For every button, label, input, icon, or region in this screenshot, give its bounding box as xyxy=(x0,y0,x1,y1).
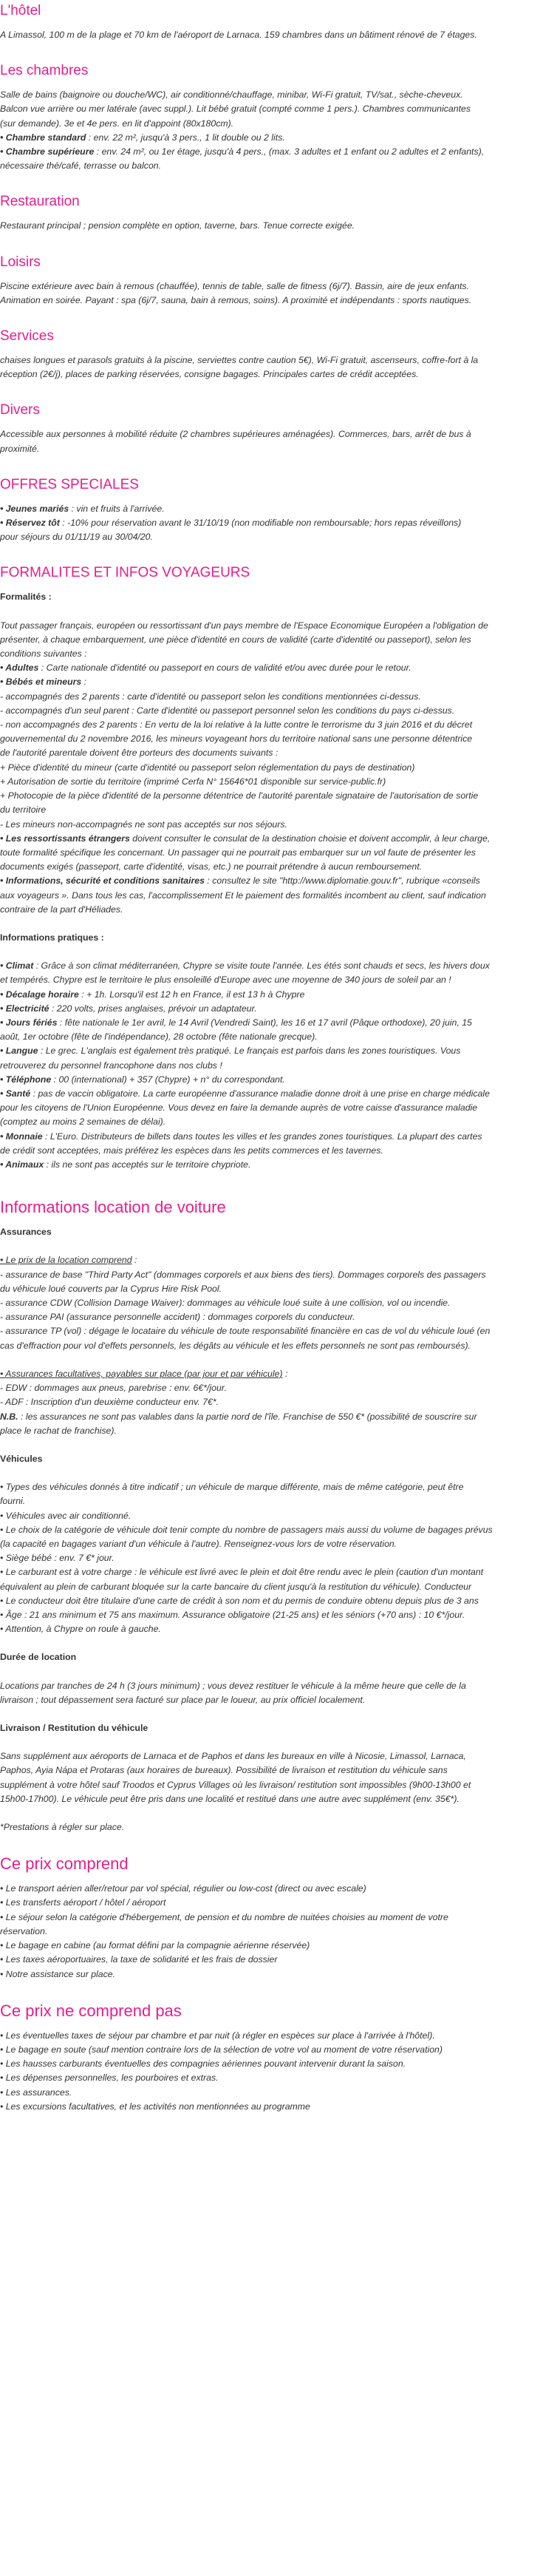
bold-term: • Climat xyxy=(0,960,34,972)
text-line xyxy=(0,145,554,159)
vehicules-text xyxy=(0,1480,554,1636)
section-title-location: Informations location de voiture xyxy=(0,1198,226,1217)
text-line xyxy=(0,1253,554,1267)
text-line: cas d'effraction pour vol d'effets personnels, les dégâts au véhicule et les effets personnels ne sont pas remboursés). xyxy=(0,1340,471,1351)
text-line: + Photocopie de la pièce d'identité de la personne détentrice de l'autorité parentale signataire de l'autorisation de sortie xyxy=(0,790,479,801)
text-line xyxy=(0,131,554,145)
line-text: : + 1h. Lorsqu'il est 12 h en France, il est 13 h à Chypre xyxy=(78,989,305,1000)
text-line xyxy=(0,988,554,1002)
text-line: réception (2€/j), places de parking réservées, consigne bagages. Principales cartes de crédit acceptées. xyxy=(0,369,419,380)
text-line xyxy=(0,1073,554,1087)
duree-heading: Durée de location xyxy=(0,1652,77,1663)
line-text: : 220 volts, prises anglaises, prévoir un adaptateur. xyxy=(49,1003,257,1014)
text-line: Accessible aux personnes à mobilité réduite (2 chambres supérieures aménagées). Commerces, bars, arrêt de bus à xyxy=(0,429,471,440)
bold-term: • Monnaie xyxy=(0,1131,43,1142)
line-text: : env. 24 m², ou 1er étage, jusqu'à 4 pers., (max. 3 adultes et 1 enfant ou 2 adultes et 2 enfants), xyxy=(94,146,485,157)
text-line: - EDW : dommages aux pneus, parebrise : env. 6€*/jour. xyxy=(0,1383,227,1394)
text-line xyxy=(0,832,554,846)
text-line: • Le bagage en cabine (au format défini par la compagnie aérienne réservée) xyxy=(0,1940,310,1951)
text-line: • Types des véhicules donnés à titre indicatif ; un véhicule de marque différente, mais de même catégorie, peut être xyxy=(0,1482,464,1493)
text-line: A Limassol, 100 m de la plage et 70 km de l'aéroport de Larnaca. 159 chambres dans un bâtiment rénové de 7 étages. xyxy=(0,30,477,40)
bold-term: • Santé xyxy=(0,1088,31,1099)
text-line: supplément à votre hôtel sauf Troodos et Cyprus Villages où les livraison/ restitution sont impossibles (9h00-13h00 et xyxy=(0,1779,471,1790)
text-line: Salle de bains (baignoire ou douche/WC), air conditionné/chauffage, minibar, Wi-Fi gratuit, TV/sat., sèche-cheveux. xyxy=(0,89,463,101)
assurances-text xyxy=(0,1253,554,1438)
text-line: • Âge : 21 ans minimum et 75 ans maximum. Assurance obligatoire (21-25 ans) et les séniors (+70 ans) : 10 €*/jour. xyxy=(0,1610,465,1621)
section-title-chambres: Les chambres xyxy=(0,63,89,79)
text-line: de crédit sont acceptées, mais préférez les espèces dans les petits commerces et les tavernes. xyxy=(0,1145,383,1156)
text-line: toute formalité spécifique les concernant. Un passager qui ne pourrait pas embarquer sur un vol faute de présenter les xyxy=(0,847,476,858)
infos-pratiques-text xyxy=(0,959,554,1172)
hotel-text xyxy=(0,28,554,42)
text-line: • Le choix de la catégorie de véhicule doit tenir compte du nombre de passagers mais aussi du volume de bagages prévus xyxy=(0,1524,493,1535)
bold-term: • Chambre supérieure xyxy=(0,146,95,157)
underlined-term: • Assurances facultatives, payables sur place (par jour et par véhicule) xyxy=(0,1369,283,1379)
text-line: du véhicule loué couverts par la Cyprus Hire Risk Pool. xyxy=(0,1283,222,1294)
line-text: : Grâce à son climat méditerranéen, Chypre se visite toute l'année. Les étés sont chauds et secs, les hivers doux xyxy=(33,960,490,972)
text-line: documents exigés (passeport, carte d'identité, visas, etc.) ne pourrait prétendre à aucun remboursement. xyxy=(0,861,423,872)
text-line: • Les excursions facultatives, et les activités non mentionnées au programme xyxy=(0,2101,310,2112)
section-title-hotel: L'hôtel xyxy=(0,3,41,18)
text-line: - non accompagnés des 2 parents : En vertu de la loi relative à la lutte contre le terrorisme du 3 juin 2016 et du décret xyxy=(0,719,473,731)
line-text: : xyxy=(81,677,87,688)
text-line xyxy=(0,1016,554,1030)
text-line xyxy=(0,959,554,973)
text-line: pour les citoyens de l'Union Européenne. Vous devez en faire la demande auprès de votre caisse d'assurance maladie xyxy=(0,1102,478,1114)
bold-term: • Adultes xyxy=(0,662,39,674)
bold-term: • Electricité xyxy=(0,1003,49,1014)
text-line xyxy=(0,1353,554,1367)
text-line xyxy=(0,661,554,675)
text-line: du territoire xyxy=(0,804,47,816)
text-line: • Le transport aérien aller/retour par vol spécial, régulier ou low-cost (direct ou avec escale) xyxy=(0,1883,366,1894)
text-line: • Les transferts aéroport / hôtel / aéroport xyxy=(0,1897,166,1908)
text-line: chaises longues et parasols gratuits à la piscine, serviettes contre caution 5€), Wi-Fi gratuit, ascenseurs, coffre-fort à la xyxy=(0,355,479,366)
text-line: - accompagnés des 2 parents : carte d'identité ou passeport selon les conditions mentionnées ci-dessus. xyxy=(0,691,421,702)
underlined-term: • Le prix de la location comprend xyxy=(0,1255,132,1266)
bold-term: • Chambre standard xyxy=(0,132,86,143)
text-line xyxy=(0,1002,554,1016)
text-line xyxy=(0,675,554,689)
line-text: : 00 (international) + 357 (Chypre) + n° du correspondant. xyxy=(51,1074,285,1085)
section-title-formalites: FORMALITES ET INFOS VOYAGEURS xyxy=(0,565,250,581)
text-line: proximité. xyxy=(0,443,40,454)
bold-term: • Informations, sécurité et conditions sanitaires xyxy=(0,875,205,887)
bold-term: • Jeunes mariés xyxy=(0,503,69,514)
text-line: + Autorisation de sortie du territoire (imprimé Cerfa N° 15646*01 disponible sur service-public.fr) xyxy=(0,776,386,787)
text-line xyxy=(0,516,554,530)
loisirs-text xyxy=(0,279,554,308)
text-line: - assurance TP (vol) : dégage le locataire du véhicule de toute responsabilité financière en cas de vol du véhicule loué (en xyxy=(0,1326,491,1337)
bold-term: • Jours fériés xyxy=(0,1017,58,1028)
line-text: : fête nationale le 1er avril, le 14 Avril (Vendredi Saint), les 16 et 17 avril (Pâque orthodoxe), 20 juin, 15 xyxy=(57,1017,472,1028)
text-line: • Notre assistance sur place. xyxy=(0,1968,116,1979)
divers-text xyxy=(0,427,554,455)
line-text: : -10% pour réservation avant le 31/10/19 (non modifiable non remboursable; hors repas réveillons) xyxy=(59,518,462,529)
text-line: • Siège bébé : env. 7 €* jour. xyxy=(0,1553,115,1564)
line-text: : Carte nationale d'identité ou passeport en cours de validité et/ou avec durée pour le retour. xyxy=(38,662,412,674)
duree-text xyxy=(0,1679,554,1707)
infos-pratiques-heading: Informations pratiques : xyxy=(0,932,104,943)
line-text: : ils ne sont pas acceptés sur le territoire chypriote. xyxy=(44,1159,251,1170)
text-line: (la capacité en bagages variant d'un véhicule à l'autre). Renseignez-vous lors de votre réservation. xyxy=(0,1539,397,1550)
text-line xyxy=(0,1044,554,1058)
section-title-divers: Divers xyxy=(0,402,40,418)
line-text: doivent consulter le consulat de la destination choisie et doivent accomplir, à leur charge, xyxy=(129,833,491,844)
text-line: aux voyageurs ». Dans tous les cas, l'accomplissement Et le paiement des formalités incombent au client, sauf indication xyxy=(0,889,486,901)
text-line: Restaurant principal ; pension complète en option, taverne, bars. Tenue correcte exigée. xyxy=(0,220,355,231)
line-text: : vin et fruits à l'arrivée. xyxy=(69,503,165,514)
section-title-services: Services xyxy=(0,328,54,345)
bold-term: • Les ressortissants étrangers xyxy=(0,833,130,844)
line-text: : les assurances ne sont pas valables dans la partie nord de l'île. Franchise de 550 €* (possibilité de souscrire sur xyxy=(18,1411,477,1422)
text-line: - assurance PAI (assurance personnelle accident) : dommages corporels du conducteur. xyxy=(0,1312,355,1323)
text-line: (sur demande). 3e et 4e pers. en lit d'appoint (80x180cm). xyxy=(0,118,234,129)
text-line: • Le conducteur doit être titulaire d'une carte de crédit à son nom et du permis de conduire obtenu depuis plus de 3 ans xyxy=(0,1595,479,1606)
formalites-heading: Formalités : xyxy=(0,592,52,603)
vehicules-heading: Véhicules xyxy=(0,1454,43,1465)
text-line: + Pièce d'identité du mineur (carte d'identité ou passeport selon réglementation du pays de destination) xyxy=(0,762,415,773)
text-line: • Les hausses carburants éventuelles des compagnies aériennes pouvant intervenir durant la saison. xyxy=(0,2058,406,2070)
section-title-comprend: Ce prix comprend xyxy=(0,1854,129,1874)
text-line xyxy=(0,1130,554,1144)
text-line: Sans supplément aux aéroports de Larnaca et de Paphos et dans les bureaux en ville à Nicosie, Limassol, Larnaca, xyxy=(0,1751,466,1762)
text-line: • Le carburant est à votre charge : le véhicule est livré avec le plein et doit être rendu avec le plein (caution d'un montant xyxy=(0,1567,483,1578)
text-line: et tempérés. Chypre est le territoire le plus ensoleillé d'Europe avec une moyenne de 340 jours de soleil par an ! xyxy=(0,975,451,986)
line-text: : xyxy=(132,1255,137,1266)
text-line: Balcon vue arrière ou mer latérale (avec suppl.). Lit bébé gratuit (compté comme 1 pers.). Chambres communicantes xyxy=(0,104,471,115)
text-line: gouvernemental du 2 novembre 2016, les mineurs voyageant hors du territoire national sans une personne détentrice xyxy=(0,733,473,745)
line-text: : Le grec. L'anglais est également très pratiqué. Le français est parfois dans les zones touristiques. Vous xyxy=(38,1045,461,1057)
text-line: réservation. xyxy=(0,1925,48,1936)
bold-term: • Langue xyxy=(0,1045,38,1057)
text-line: • Les assurances. xyxy=(0,2087,72,2098)
bold-term: • Bébés et mineurs xyxy=(0,677,82,688)
text-line: Locations par tranches de 24 h (3 jours minimum) ; vous devez restituer le véhicule à la même heure que celle de la xyxy=(0,1680,466,1691)
section-title-loisirs: Loisirs xyxy=(0,254,41,270)
text-line: Tout passager français, européen ou ressortissant d'un pays membre de l'Espace Economique Européen a l'obligation de xyxy=(0,620,488,631)
text-line: conditions suivantes : xyxy=(0,648,87,660)
text-line: août, 1er octobre (fête de l'indépendance), 28 octobre (fête nationale grecque). xyxy=(0,1031,318,1043)
text-line: • Le bagage en soute (sauf mention contraire lors de la sélection de votre vol au moment de votre réservation) xyxy=(0,2044,443,2055)
line-text: : xyxy=(282,1369,288,1379)
text-line: (comptez au moins 2 semaines de délai). xyxy=(0,1116,166,1128)
bold-term: • Réservez tôt xyxy=(0,518,60,529)
text-line: • Attention, à Chypre on roule à gauche. xyxy=(0,1624,161,1635)
line-text: : L'Euro. Distributeurs de billets dans toutes les villes et les grandes zones touristiques. La plupart des cartes xyxy=(42,1131,482,1142)
text-line: pour séjours du 01/11/19 au 30/04/20. xyxy=(0,532,153,543)
text-line: équivalent au plein de carburant bloquée sur la carte bancaire du client jusqu'à la restitution du véhicule). Conducteur xyxy=(0,1581,472,1592)
bold-term: • Animaux xyxy=(0,1159,44,1170)
text-line: fourni. xyxy=(0,1496,26,1507)
section-title-ne-comprend: Ce prix ne comprend pas xyxy=(0,2001,182,2020)
livraison-text xyxy=(0,1749,554,1806)
text-line: de l'autorité parentale doivent être porteurs des documents suivants : xyxy=(0,748,279,759)
text-line: retrouverez du personnel francophone dans nos clubs ! xyxy=(0,1060,222,1071)
bold-term: N.B. xyxy=(0,1411,18,1422)
bold-term: • Décalage horaire xyxy=(0,989,79,1000)
bold-term: • Téléphone xyxy=(0,1074,52,1085)
text-line xyxy=(0,1087,554,1101)
section-title-restauration: Restauration xyxy=(0,194,80,210)
line-text: : pas de vaccin obligatoire. La carte européenne d'assurance maladie donne droit à une prise en charge médicale xyxy=(30,1088,490,1099)
text-line xyxy=(0,874,554,888)
text-line: livraison ; tout dépassement sera facturé sur place par le loueur, au prix officiel localement. xyxy=(0,1694,366,1705)
line-text: : env. 22 m², jusqu'à 3 pers., 1 lit double ou 2 lits. xyxy=(86,132,285,143)
text-line: contraire de la part d'Héliades. xyxy=(0,904,123,915)
text-line xyxy=(0,1367,554,1381)
comprend-list xyxy=(0,1882,554,1981)
text-line: • Véhicules avec air conditionné. xyxy=(0,1510,132,1521)
assurances-heading: Assurances xyxy=(0,1227,52,1238)
text-line: • Les dépenses personnelles, les pourboires et extras. xyxy=(0,2072,219,2084)
line-text: : consultez le site "http://www.diplomatie.gouv.fr", rubrique «conseils xyxy=(204,875,480,887)
section-title-offres: OFFRES SPECIALES xyxy=(0,476,139,492)
services-text xyxy=(0,353,554,382)
chambres-text xyxy=(0,88,554,173)
text-line xyxy=(0,502,554,516)
text-line: présenter, à chaque embarquement, une pièce d'identité en cours de validité (carte d'identité ou passeport), selon les xyxy=(0,634,471,645)
formalites-text xyxy=(0,619,554,917)
text-line xyxy=(0,1158,554,1172)
text-line: • Les taxes aéroportuaires, la taxe de solidarité et les frais de dossier xyxy=(0,1954,278,1965)
text-line xyxy=(0,1410,554,1424)
text-line: 15h00-17h00). Le véhicule peut être pris dans une localité et restitué dans une autre avec supplément (env. 35€*). xyxy=(0,1793,460,1804)
text-line: nécessaire thé/café, terrasse ou balcon. xyxy=(0,160,162,172)
text-line: Piscine extérieure avec bain à remous (chauffée), tennis de table, salle de fitness (6j/7). Bassin, aire de jeux enfants. xyxy=(0,280,470,291)
text-line: - Les mineurs non-accompagnés ne sont pas acceptés sur nos séjours. xyxy=(0,818,287,830)
text-line: - assurance CDW (Collision Damage Waiver): dommages au véhicule loué suite à une collision, vol ou incendie. xyxy=(0,1297,451,1308)
text-line: - assurance de base "Third Party Act" (dommages corporels et aux biens des tiers). Dommages corporels des passagers xyxy=(0,1269,486,1280)
prestations-note: *Prestations à régler sur place. xyxy=(0,1822,125,1833)
offres-text xyxy=(0,502,554,545)
text-line: • Le séjour selon la catégorie d'hébergement, de pension et du nombre de nuitées choisies au moment de votre xyxy=(0,1911,448,1922)
text-line: Animation en soirée. Payant : spa (6j/7, sauna, bain à remous, soins). A proximité et indépendants : sports nautiques. xyxy=(0,294,472,305)
text-line: - accompagnés d'un seul parent : Carte d'identité ou passeport personnel selon les conditions du pays ci-dessus. xyxy=(0,705,455,716)
text-line: • Les éventuelles taxes de séjour par chambre et par nuit (à régler en espèces sur place à l'arrivée à l'hôtel). xyxy=(0,2030,435,2041)
restauration-text xyxy=(0,219,554,233)
text-line: Paphos, Ayia Nápa et Protaras (aux horaires de bureaux). Possibilité de livraison et restitution du véhicule sans xyxy=(0,1765,448,1776)
ne-comprend-list xyxy=(0,2029,554,2114)
livraison-heading: Livraison / Restitution du véhicule xyxy=(0,1723,148,1734)
text-line: place le rachat de franchise). xyxy=(0,1425,117,1436)
text-line: - ADF : Inscription d'un deuxième conducteur env. 7€*. xyxy=(0,1397,219,1408)
